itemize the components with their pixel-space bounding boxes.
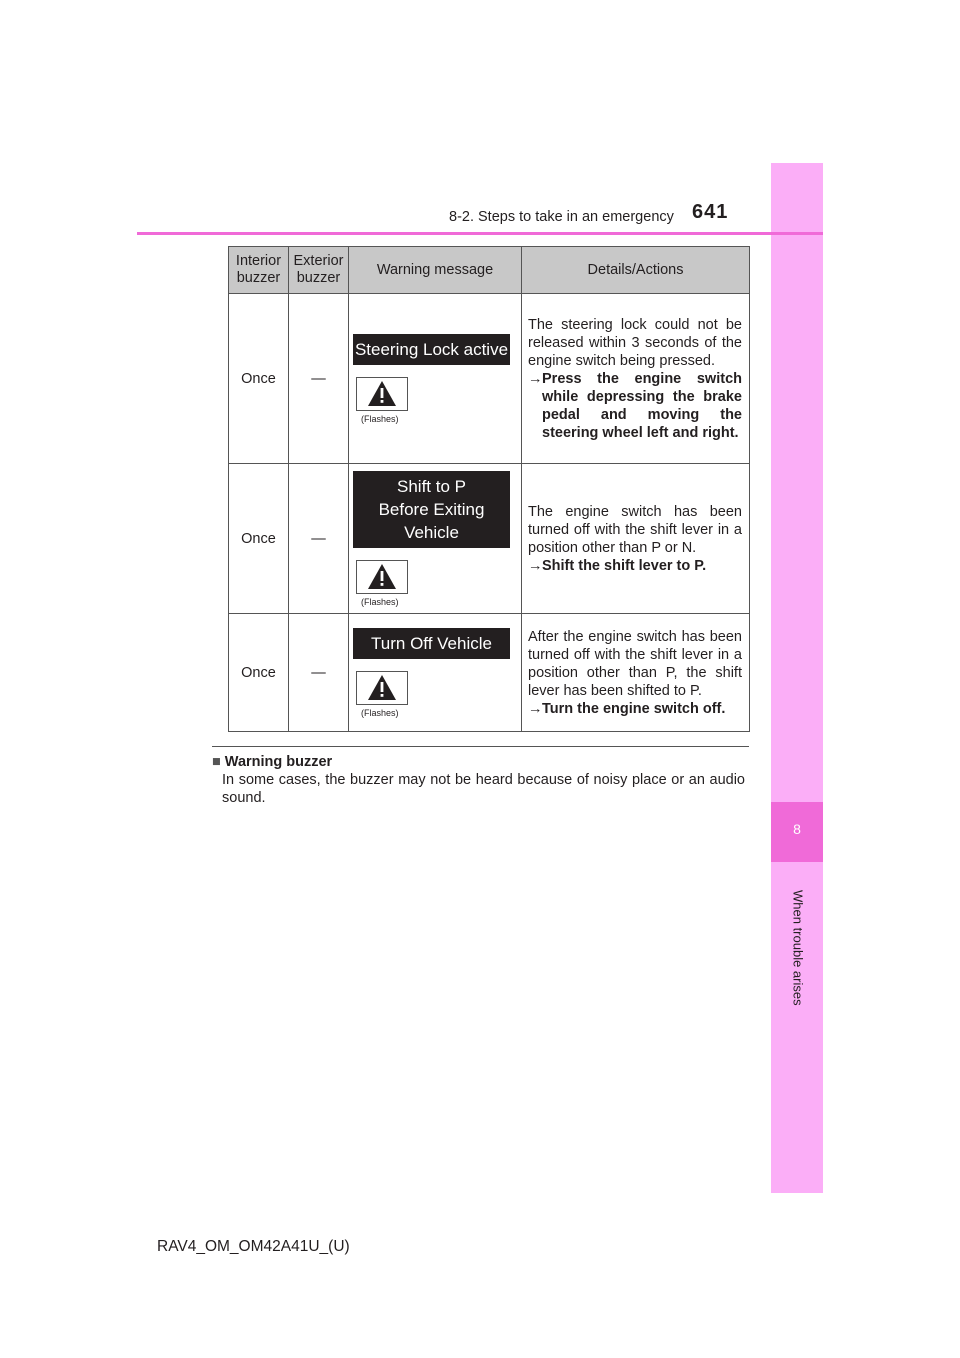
action-text: Turn the engine switch off. — [542, 700, 726, 717]
interior-buzzer-cell: Once — [229, 294, 289, 464]
header-details-actions: Details/Actions — [522, 247, 750, 294]
warning-triangle-icon — [356, 671, 408, 705]
header-interior-buzzer: Interior buzzer — [229, 247, 289, 294]
details-cell — [522, 464, 750, 614]
table-header-row — [229, 247, 750, 294]
action-text: Press the engine switch while depressing the brake pedal and moving the steering wheel left and right. — [542, 370, 742, 441]
exterior-buzzer-cell: — — [289, 294, 349, 464]
chapter-side-tab — [771, 163, 823, 1193]
chapter-number: 8 — [771, 802, 823, 862]
display-message-line: Turn Off Vehicle — [371, 633, 492, 653]
warning-triangle-icon — [356, 377, 408, 411]
details-cell — [522, 614, 750, 732]
header-exterior-buzzer: Exterior buzzer — [289, 247, 349, 294]
flashes-label: (Flashes) — [361, 707, 399, 718]
warning-table — [228, 246, 750, 732]
flashes-label: (Flashes) — [361, 413, 399, 424]
display-message-line: Vehicle — [404, 522, 459, 542]
flashes-label: (Flashes) — [361, 596, 399, 607]
details-cell — [522, 294, 750, 464]
header-rule — [137, 232, 823, 235]
display-message-line: Before Exiting — [378, 499, 485, 519]
display-message — [353, 628, 510, 659]
note-divider — [212, 746, 749, 747]
exterior-buzzer-cell: — — [289, 614, 349, 732]
chapter-title: When trouble arises — [790, 890, 806, 1006]
table-row — [229, 294, 750, 464]
display-message — [353, 471, 510, 548]
arrow-icon: → — [528, 557, 543, 574]
arrow-icon: → — [528, 700, 543, 717]
warning-triangle-icon — [356, 560, 408, 594]
action-text: Shift the shift lever to P. — [542, 557, 707, 574]
table-row — [229, 464, 750, 614]
details-text: The engine switch has been turned off with the shift lever in a position other than P or N. — [528, 503, 742, 556]
note-title: Warning buzzer — [224, 754, 333, 770]
display-message-line: Steering Lock active — [354, 339, 509, 359]
arrow-icon: → — [528, 370, 543, 387]
interior-buzzer-cell: Once — [229, 614, 289, 732]
page-number: 641 — [692, 201, 729, 223]
warning-message-cell — [349, 464, 522, 614]
display-message — [353, 334, 510, 365]
document-code: RAV4_OM_OM42A41U_(U) — [157, 1238, 350, 1255]
section-title: 8-2. Steps to take in an emergency — [449, 209, 674, 225]
display-message-line: Shift to P — [397, 476, 466, 496]
bullet-square-icon: ■ — [212, 754, 221, 770]
exterior-buzzer-cell: — — [289, 464, 349, 614]
table-row — [229, 614, 750, 732]
details-text: After the engine switch has been turned off with the shift lever in a position other than P, the shift lever has been shifted to P. — [528, 628, 742, 699]
warning-message-cell — [349, 614, 522, 732]
note-warning-buzzer — [212, 753, 745, 807]
note-body: In some cases, the buzzer may not be heard because of noisy place or an audio sound. — [222, 772, 745, 806]
chapter-title-vertical — [772, 890, 824, 1020]
header-warning-message: Warning message — [349, 247, 522, 294]
interior-buzzer-cell: Once — [229, 464, 289, 614]
details-text: The steering lock could not be released within 3 seconds of the engine switch being pressed. — [528, 316, 742, 369]
warning-message-cell — [349, 294, 522, 464]
